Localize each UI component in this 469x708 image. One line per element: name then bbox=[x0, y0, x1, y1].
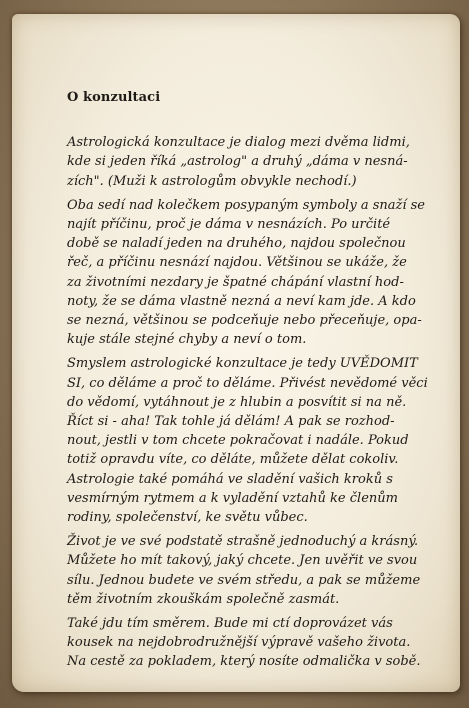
document-body bbox=[67, 88, 439, 677]
text-line: nout, jestli v tom chcete pokračovat i nadále. Pokud bbox=[67, 433, 409, 449]
text-line: těm životním zkouškám společně zasmát. bbox=[67, 591, 340, 607]
text-line: Astrologie také pomáhá ve sladění vašich kroků s bbox=[67, 471, 393, 487]
text-line: totiž opravdu víte, co děláte, můžete dělat cokoliv. bbox=[67, 452, 399, 468]
text-line: SI, co děláme a proč to děláme. Přivést nevědomé věci bbox=[67, 375, 428, 391]
text-line: noty, že se dáma vlastně nezná a neví kam jde. A kdo bbox=[67, 293, 416, 309]
text-line: vesmírným rytmem a k vyladění vztahů ke členům bbox=[67, 490, 398, 506]
paragraph-cause bbox=[67, 196, 439, 350]
text-line: kousek na nejdobrodružnější výpravě vašeho života. bbox=[67, 635, 411, 651]
text-line: kuje stále stejné chyby a neví o tom. bbox=[67, 332, 307, 348]
text-line: Také jdu tím směrem. Bude mi ctí doprovázet vás bbox=[67, 616, 393, 632]
text-line: se nezná, většinou se podceňuje nebo přeceňuje, opa- bbox=[67, 313, 422, 329]
text-line: sílu. Jednou budete ve svém středu, a pak se můžeme bbox=[67, 572, 421, 588]
text-line: Můžete ho mít takový, jaký chcete. Jen uvěřit ve svou bbox=[67, 553, 418, 569]
text-line: Astrologická konzultace je dialog mezi dvěma lidmi, bbox=[67, 135, 410, 151]
paragraph-purpose bbox=[67, 354, 439, 527]
text-line: Smyslem astrologické konzultace je tedy UVĚDOMIT bbox=[67, 356, 418, 372]
page-title: O konzultaci bbox=[67, 90, 161, 105]
text-line: Na cestě za pokladem, který nosíte odmalička v sobě. bbox=[67, 654, 421, 670]
text-line: době se naladí jeden na druhého, najdou společnou bbox=[67, 236, 406, 252]
text-line: zích". (Muži k astrologům obvykle nechodí.) bbox=[67, 173, 357, 189]
text-line: rodiny, společenství, ke světu vůbec. bbox=[67, 510, 308, 526]
text-line: Život je ve své podstatě strašně jednoduchý a krásný. bbox=[67, 534, 419, 550]
paragraph-closing bbox=[67, 614, 439, 672]
text-line: kde si jeden říká „astrolog" a druhý „dáma v nesná- bbox=[67, 154, 408, 170]
text-line: do vědomí, vytáhnout je z hlubin a posvítit si na ně. bbox=[67, 394, 407, 410]
text-line: Říct si - aha! Tak tohle já dělám! A pak se rozhod- bbox=[67, 414, 395, 430]
text-line: za životními nezdary je špatné chápání vlastní hod- bbox=[67, 274, 404, 290]
text-line: Oba sedí nad kolečkem posypaným symboly a snaží se bbox=[67, 197, 426, 213]
paragraph-life bbox=[67, 532, 439, 609]
text-line: řeč, a příčinu nesnází najdou. Většinou se ukáže, že bbox=[67, 255, 407, 271]
paper-sheet bbox=[12, 14, 460, 692]
paragraph-intro bbox=[67, 133, 439, 191]
text-line: najít příčinu, proč je dáma v nesnázích. Po určité bbox=[67, 217, 391, 233]
